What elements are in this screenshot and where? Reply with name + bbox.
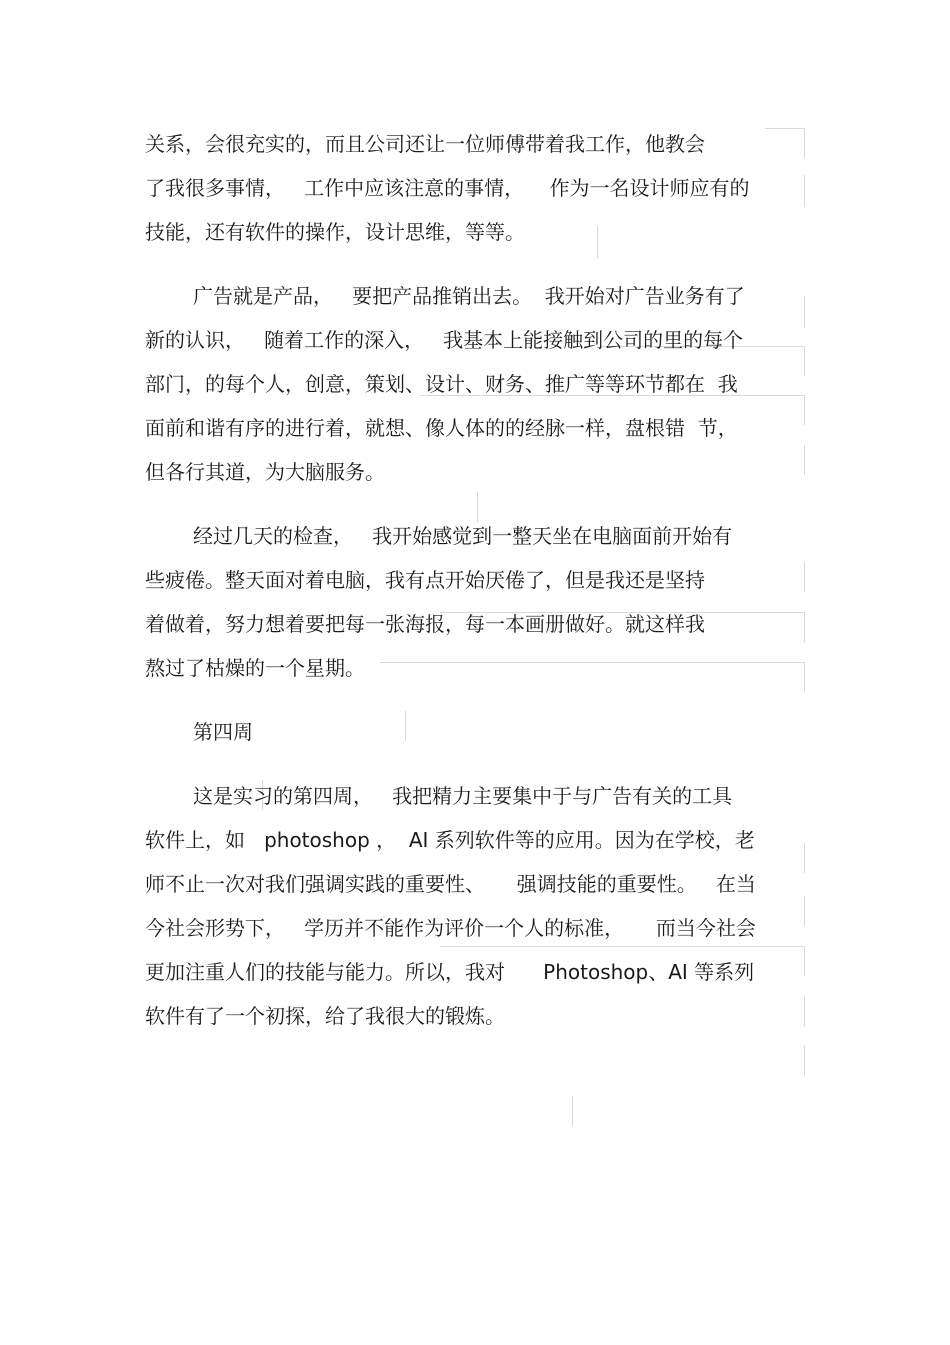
text-line: 更加注重人们的技能与能力。所以，我对 Photoshop、AI 等系列 bbox=[145, 960, 755, 984]
text-line: 软件上，如 photoshop ， AI 系列软件等的应用。因为在学校，老 bbox=[145, 828, 755, 852]
text-line: 今社会形势下， 学历并不能作为评价一个人的标准， 而当今社会 bbox=[145, 916, 756, 940]
text-line: 技能，还有软件的操作，设计思维，等等。 bbox=[145, 220, 525, 244]
text-line: 经过几天的检查， 我开始感觉到一整天坐在电脑面前开始有 bbox=[193, 524, 733, 548]
text-line: 关系，会很充实的，而且公司还让一位师傅带着我工作，他教会 bbox=[145, 132, 705, 156]
text-line: 部门，的每个人，创意，策划、设计、财务、推广等等环节都在 我 bbox=[145, 372, 738, 396]
paragraph bbox=[145, 122, 805, 254]
paragraph bbox=[145, 774, 805, 1038]
text-line: 了我很多事情， 工作中应该注意的事情， 作为一名设计师应有的 bbox=[145, 176, 750, 200]
scan-artifact-line bbox=[572, 1096, 573, 1126]
document-body bbox=[145, 122, 805, 1058]
text-line: 但各行其道，为大脑服务。 bbox=[145, 460, 385, 484]
paragraph bbox=[145, 274, 805, 494]
text-line: 新的认识， 随着工作的深入， 我基本上能接触到公司的里的每个 bbox=[145, 328, 744, 352]
text-line: 面前和谐有序的进行着，就想、像人体的的经脉一样，盘根错 节， bbox=[145, 416, 738, 440]
text-line: 着做着，努力想着要把每一张海报，每一本画册做好。就这样我 bbox=[145, 612, 705, 636]
text-line: 熬过了枯燥的一个星期。 bbox=[145, 656, 365, 680]
text-line: 软件有了一个初探，给了我很大的锻炼。 bbox=[145, 1004, 505, 1028]
text-line: 广告就是产品， 要把产品推销出去。 我开始对广告业务有了 bbox=[193, 284, 745, 308]
section-heading: 第四周 bbox=[193, 720, 253, 744]
text-line: 师不止一次对我们强调实践的重要性、 强调技能的重要性。 在当 bbox=[145, 872, 756, 896]
text-line: 些疲倦。整天面对着电脑，我有点开始厌倦了，但是我还是坚持 bbox=[145, 568, 705, 592]
text-line: 这是实习的第四周， 我把精力主要集中于与广告有关的工具 bbox=[193, 784, 733, 808]
paragraph bbox=[145, 514, 805, 690]
